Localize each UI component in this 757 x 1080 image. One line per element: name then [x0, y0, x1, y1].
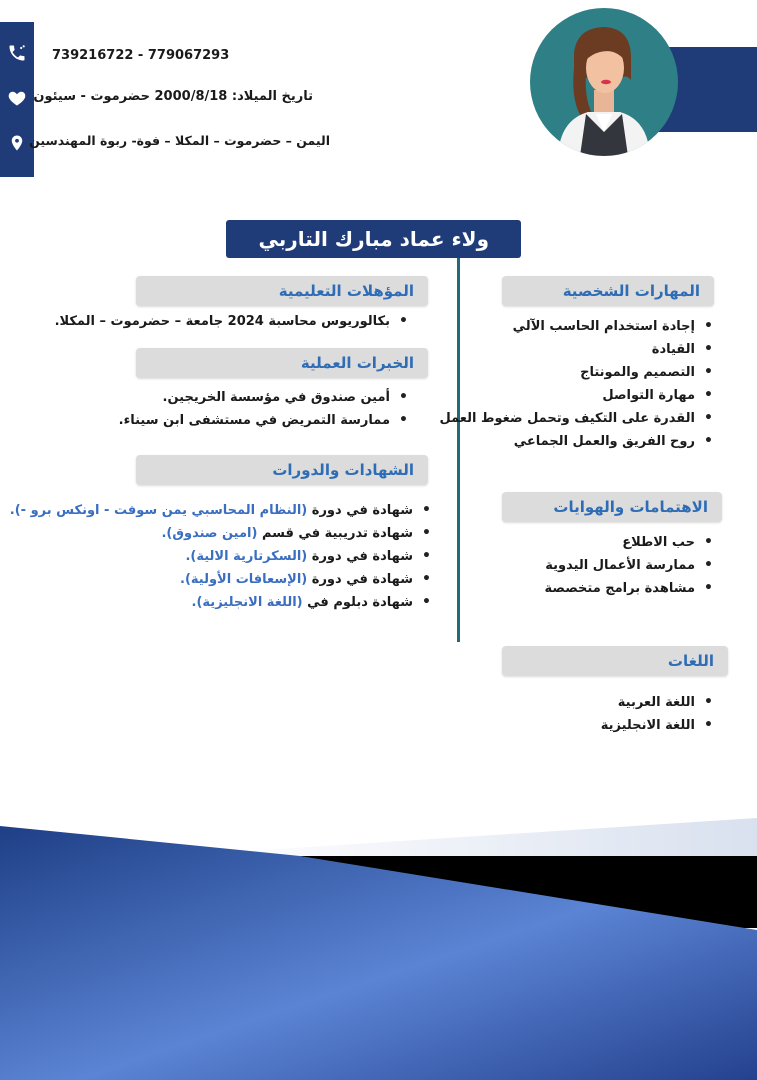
qualifications-header: المؤهلات التعليمية	[136, 276, 428, 306]
full-name: ولاء عماد مبارك التاربي	[226, 220, 521, 258]
list-item: • روح الفريق والعمل الجماعي	[439, 430, 717, 453]
certificates-header: الشهادات والدورات	[136, 455, 428, 485]
certificates-list	[10, 499, 435, 614]
cert-prefix: شهادة في دورة	[307, 503, 413, 518]
avatar	[530, 8, 678, 156]
list-item: • بكالوريوس محاسبة 2024 جامعة – حضرموت – المكلا.	[55, 310, 412, 333]
cert-prefix: شهادة دبلوم في	[302, 595, 413, 610]
languages-header: اللغات	[502, 646, 728, 676]
skills-header: المهارات الشخصية	[502, 276, 714, 306]
contact-sidebar	[0, 22, 34, 177]
location-pin-icon	[4, 130, 30, 156]
experience-list	[119, 386, 412, 432]
cert-title: (النظام المحاسبي يمن سوفت - اونكس برو -).	[9, 503, 308, 518]
heart-icon	[4, 85, 30, 111]
phone-numbers: 739216722 - 779067293	[52, 48, 230, 63]
list-item: • مشاهدة برامج متخصصة	[545, 577, 717, 600]
phone-icon	[4, 40, 30, 66]
list-item: • مهارة التواصل	[439, 384, 717, 407]
list-item	[10, 522, 435, 545]
cert-prefix: شهادة تدريبية في قسم	[257, 526, 413, 541]
birth-place: حضرموت - سيئون	[33, 89, 150, 104]
address: اليمن – حضرموت – المكلا – فوة- ربوة المهندسين	[29, 133, 330, 148]
list-item: • أمين صندوق في مؤسسة الخريجين.	[119, 386, 412, 409]
cert-prefix: شهادة في دورة	[307, 549, 413, 564]
cert-title: (اللغة الانجليزية).	[191, 595, 303, 610]
cert-title: (الإسعافات الأولية).	[180, 572, 308, 587]
birth-date: 2000/8/18	[154, 89, 228, 104]
skills-list	[439, 315, 717, 453]
list-item: • ممارسة الأعمال اليدوية	[545, 554, 717, 577]
list-item: • التصميم والمونتاج	[439, 361, 717, 384]
interests-list	[545, 531, 717, 600]
birth-info	[33, 89, 313, 104]
cert-title: (امين صندوق).	[161, 526, 258, 541]
list-item: • ممارسة التمريض في مستشفى ابن سيناء.	[119, 409, 412, 432]
cert-prefix: شهادة في دورة	[307, 572, 413, 587]
footer-decoration	[0, 810, 757, 1080]
list-item: • حب الاطلاع	[545, 531, 717, 554]
list-item	[10, 591, 435, 614]
list-item: • اللغة الانجليزية	[601, 714, 717, 737]
list-item: • القيادة	[439, 338, 717, 361]
cert-title: (السكرتارية الالية).	[185, 549, 308, 564]
list-item: • القدرة على التكيف وتحمل ضغوط العمل	[439, 407, 717, 430]
list-item: • اللغة العربية	[601, 691, 717, 714]
list-item: • إجادة استخدام الحاسب الآلي	[439, 315, 717, 338]
list-item	[10, 568, 435, 591]
list-item	[10, 499, 435, 522]
birth-label: تاريخ الميلاد:	[231, 89, 313, 104]
list-item	[10, 545, 435, 568]
experience-header: الخبرات العملية	[136, 348, 428, 378]
languages-list	[601, 691, 717, 737]
interests-header: الاهتمامات والهوايات	[502, 492, 722, 522]
qualifications-list	[55, 310, 412, 333]
